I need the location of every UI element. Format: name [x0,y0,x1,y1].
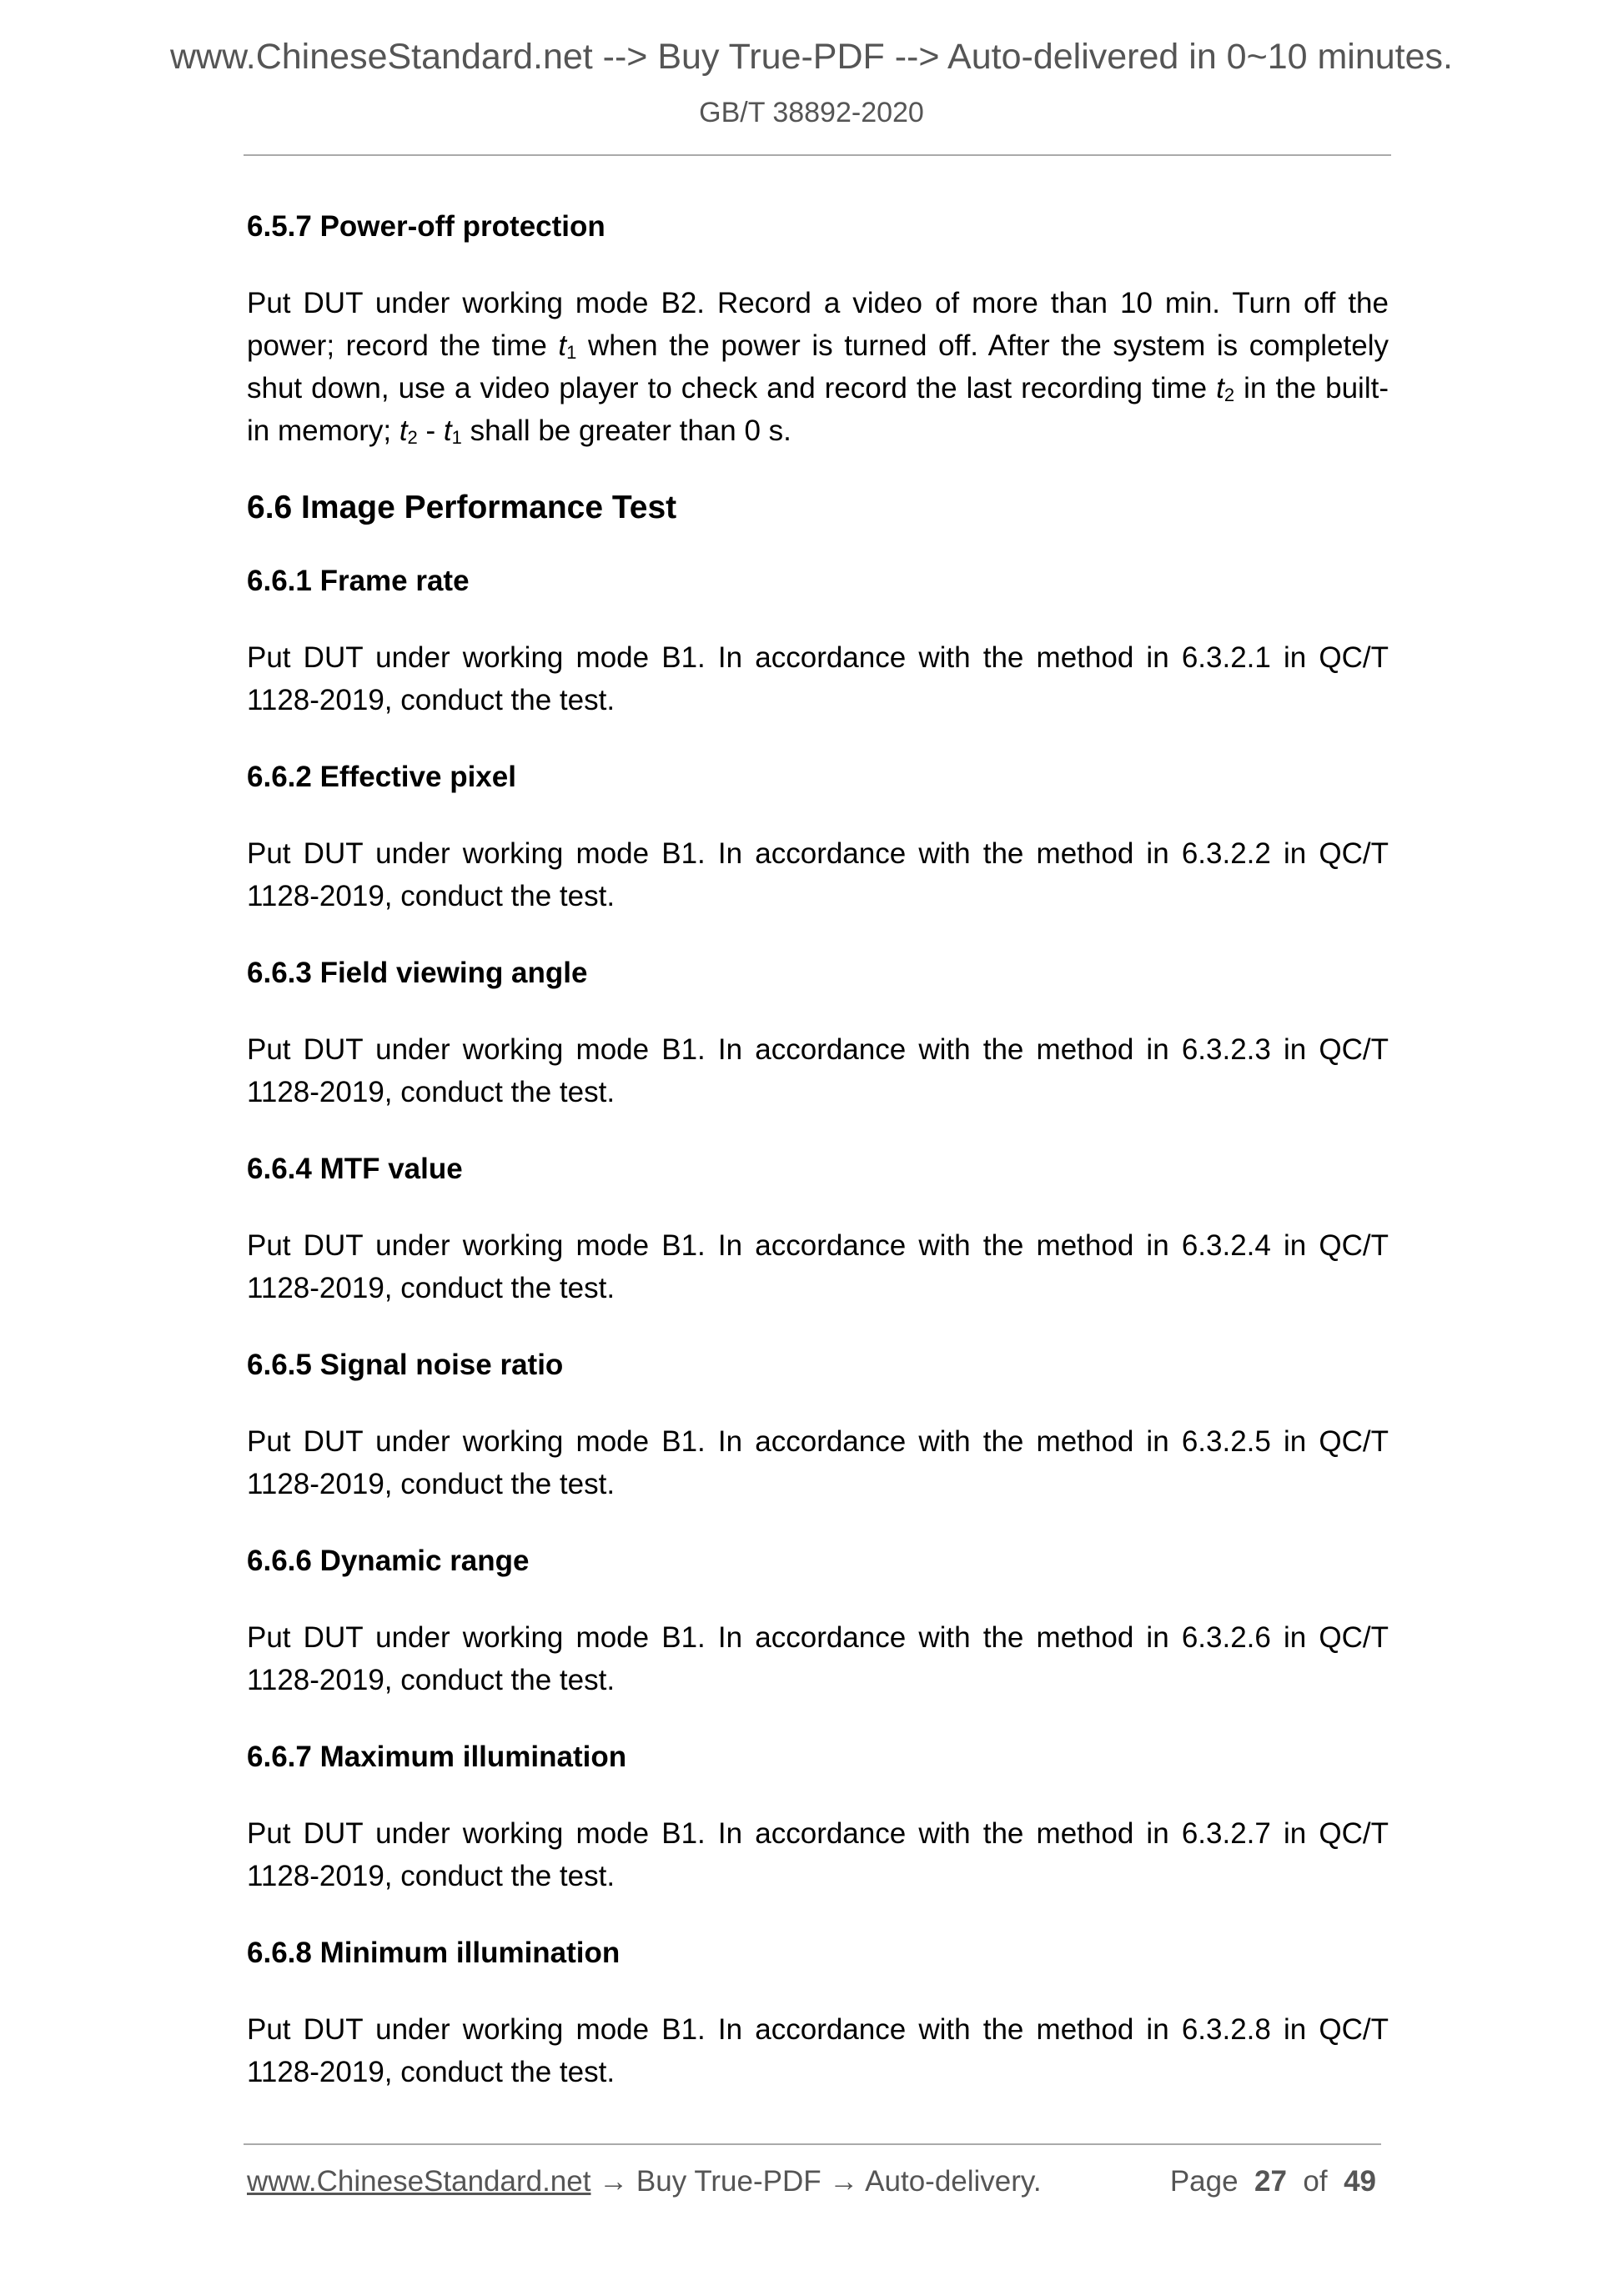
header-banner: www.ChineseStandard.net --> Buy True-PDF --> Auto-delivered in 0~10 minutes. [169,37,1453,77]
subsection-heading: 6.6.2 Effective pixel [247,761,516,793]
var-t: t [1216,372,1224,404]
subsection-body: Put DUT under working mode B1. In accordance with the method in 6.3.2.3 in QC/T 1128-2019, conduct the test. [247,1033,1389,1108]
page-label: Page [1169,2165,1239,2198]
subsection-heading: 6.6.4 MTF value [247,1153,463,1185]
var-t: t [558,329,567,362]
subsection-body: Put DUT under working mode B1. In accordance with the method in 6.3.2.6 in QC/T 1128-2019, conduct the test. [247,1621,1389,1696]
page-current: 27 [1254,2165,1287,2198]
standard-id: GB/T 38892-2020 [699,97,924,128]
text: when the power is turned off. After the system is completely shut down, use a video player to check and record the last recording time [247,329,1389,404]
footer-tail: → Buy True-PDF → Auto-delivery. [590,2165,1042,2198]
subsection-body: Put DUT under working mode B1. In accordance with the method in 6.3.2.5 in QC/T 1128-2019, conduct the test. [247,1425,1389,1500]
text: Put DUT under working mode B2. Record a video of more than 10 min. Turn off the power; record the time [247,287,1389,362]
sub: 1 [566,342,577,363]
sub: 2 [407,427,418,448]
subsection-heading: 6.6.5 Signal noise ratio [247,1349,564,1381]
subsection-body: Put DUT under working mode B1. In accordance with the method in 6.3.2.1 in QC/T 1128-2019, conduct the test. [247,641,1389,716]
sub: 1 [451,427,462,448]
subsection-body: Put DUT under working mode B1. In accordance with the method in 6.3.2.2 in QC/T 1128-2019, conduct the test. [247,837,1389,912]
footer-divider [244,2143,1381,2145]
section-title: 6.6 Image Performance Test [247,490,677,525]
footer-left [247,2165,1042,2198]
subsection-heading: 6.6.7 Maximum illumination [247,1741,627,1773]
subsection-heading: 6.6.6 Dynamic range [247,1545,530,1577]
paragraph-power-off [247,282,1389,452]
heading-power-off: 6.5.7 Power-off protection [247,210,605,243]
subsection-heading: 6.6.8 Minimum illumination [247,1937,621,1969]
var-t: t [443,414,452,447]
page-indicator [1170,2165,1376,2198]
page-content [247,205,1389,2128]
footer-link[interactable]: www.ChineseStandard.net [247,2165,591,2198]
subsection-heading: 6.6.1 Frame rate [247,565,470,597]
subsection-body: Put DUT under working mode B1. In accordance with the method in 6.3.2.4 in QC/T 1128-2019, conduct the test. [247,1229,1389,1304]
of-label: of [1303,2165,1328,2198]
header-divider [244,154,1391,156]
subsection-body: Put DUT under working mode B1. In accordance with the method in 6.3.2.8 in QC/T 1128-2019, conduct the test. [247,2013,1389,2088]
page-total: 49 [1344,2165,1376,2198]
subsection-heading: 6.6.3 Field viewing angle [247,957,588,989]
subsection-body: Put DUT under working mode B1. In accordance with the method in 6.3.2.7 in QC/T 1128-2019, conduct the test. [247,1817,1389,1892]
text: shall be greater than 0 s. [461,414,791,447]
footer [247,2165,1376,2198]
sub: 2 [1224,384,1235,405]
text: - [417,414,444,447]
var-t: t [399,414,408,447]
text: in the built-in memory; [247,372,1389,447]
